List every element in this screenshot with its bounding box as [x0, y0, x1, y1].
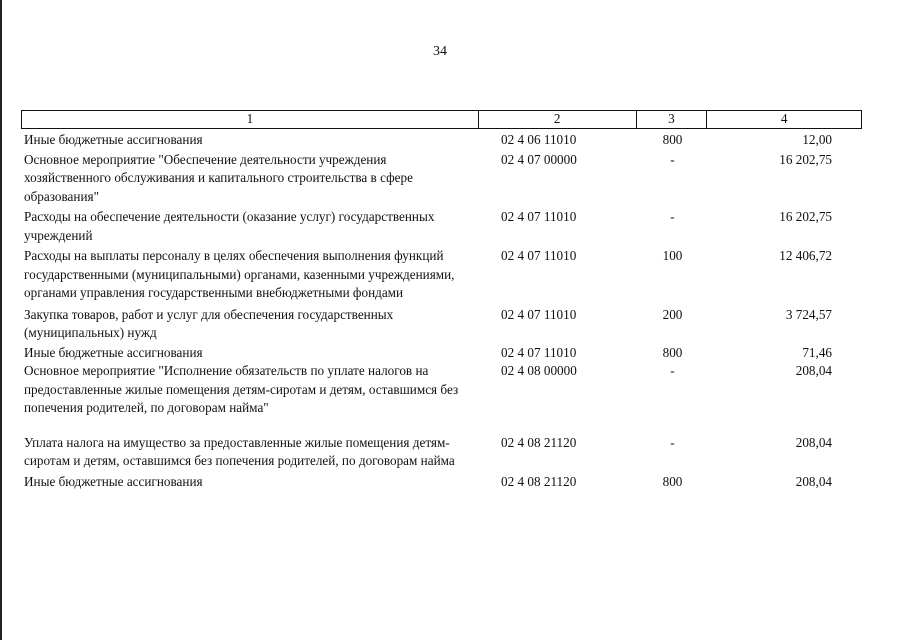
row-name: Расходы на обеспечение деятельности (оказание услуг) государственных учреждений	[24, 209, 435, 243]
row-code: 02 4 07 11010	[501, 344, 577, 360]
row-name: Закупка товаров, работ и услуг для обеспечения государственных (муниципальных) нужд	[24, 306, 394, 340]
header-col-1: 1	[22, 111, 479, 128]
row-amount: 12 406,72	[779, 248, 832, 263]
row-amount: 208,04	[795, 434, 832, 450]
table-row	[21, 344, 862, 363]
row-code: 02 4 08 21120	[501, 434, 577, 450]
row-type: -	[670, 151, 675, 167]
row-code: 02 4 07 11010	[501, 248, 577, 263]
row-code: 02 4 07 11010	[501, 306, 577, 322]
row-amount: 12,00	[802, 132, 832, 147]
row-type: -	[670, 209, 675, 224]
budget-table	[21, 110, 862, 491]
row-type: 800	[662, 473, 683, 489]
row-name: Основное мероприятие "Исполнение обязательств по уплате налогов на предоставленные жилые помещения детям-сиротам и детям, оставшимся без попечения родителей, по договорам найма"	[24, 363, 459, 415]
row-name: Иные бюджетные ассигнования	[24, 473, 203, 489]
header-col-4: 4	[780, 111, 788, 126]
row-code: 02 4 07 11010	[501, 209, 577, 224]
row-name: Расходы на выплаты персоналу в целях обеспечения выполнения функций государственными (муниципальными) органами, казенными учреждениями, органами управления государственными внебюджетными фондами	[24, 248, 455, 300]
row-code: 02 4 08 21120	[501, 473, 577, 489]
row-name: Иные бюджетные ассигнования	[24, 344, 203, 360]
table-row	[21, 473, 862, 492]
page-number: 34	[433, 44, 447, 59]
row-name: Иные бюджетные ассигнования	[24, 132, 203, 147]
table-row	[21, 247, 862, 303]
row-type: 200	[662, 306, 683, 322]
row-type: -	[670, 363, 675, 378]
row-amount: 16 202,75	[779, 151, 832, 167]
row-amount: 208,04	[795, 473, 832, 489]
row-amount: 16 202,75	[779, 209, 832, 224]
table-header	[21, 110, 862, 129]
row-amount: 3 724,57	[785, 306, 832, 322]
table-row	[21, 362, 862, 418]
row-type: 100	[662, 248, 683, 263]
row-amount: 71,46	[802, 344, 832, 360]
row-code: 02 4 07 00000	[501, 151, 577, 167]
row-type: -	[670, 434, 675, 450]
row-type: 800	[662, 132, 683, 147]
table-row	[21, 131, 862, 150]
row-type: 800	[662, 344, 683, 360]
left-margin-rule	[0, 0, 2, 640]
table-row	[21, 306, 862, 343]
row-code: 02 4 06 11010	[501, 132, 577, 147]
table-row	[21, 151, 862, 207]
row-name: Уплата налога на имущество за предоставленные жилые помещения детям-сиротам и детям, оставшимся без попечения родителей, по договорам найма	[24, 434, 455, 468]
table-row	[21, 208, 862, 245]
row-amount: 208,04	[795, 363, 832, 378]
table-row	[21, 434, 862, 471]
header-col-2: 2	[479, 111, 637, 128]
header-col-3: 3	[637, 111, 708, 128]
row-name: Основное мероприятие "Обеспечение деятельности учреждения хозяйственного обслуживания и капитального строительства в сфере образования"	[24, 151, 413, 204]
row-code: 02 4 08 00000	[501, 363, 577, 378]
